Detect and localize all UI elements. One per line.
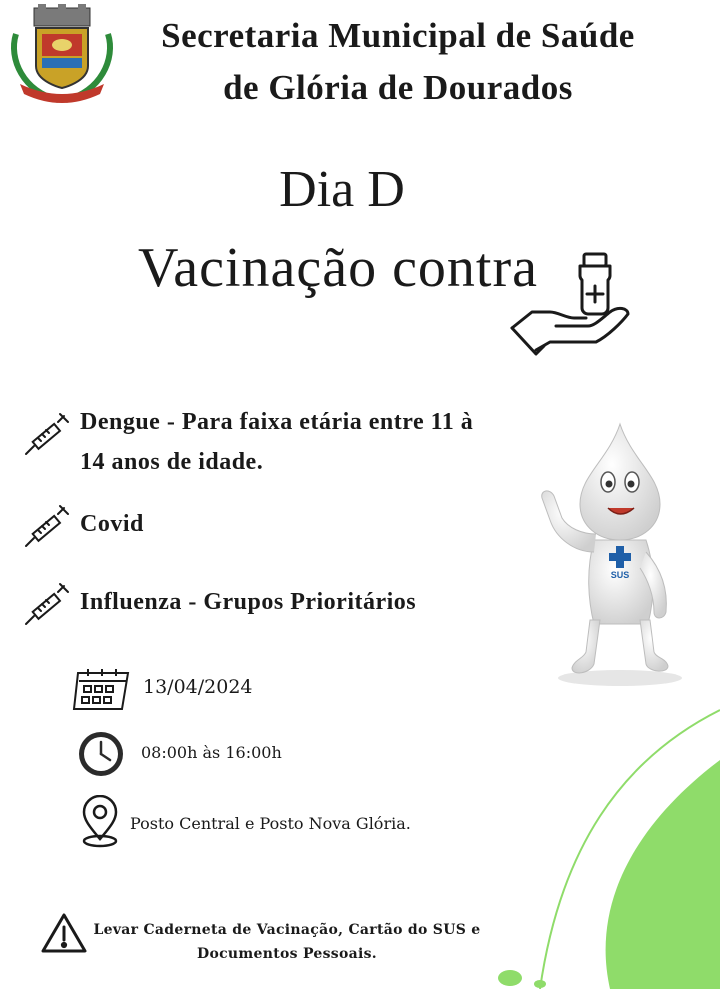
event-location: Posto Central e Posto Nova Glória.: [130, 814, 411, 833]
header-title-line1: Secretaria Municipal de Saúde: [161, 16, 635, 55]
clock-icon: [78, 731, 124, 777]
vaccine-item-influenza-label: Influenza - Grupos Prioritários: [80, 589, 417, 615]
campaign-subtitle: Vacinação contra: [138, 237, 538, 299]
calendar-icon: [72, 667, 130, 711]
header-title-line2: de Glória de Dourados: [223, 68, 573, 107]
mascot-sus-badge: SUS: [610, 570, 630, 580]
green-wave-decoration: [470, 700, 720, 989]
vaccine-item-dengue-line2: 14 anos de idade.: [80, 449, 264, 475]
vaccine-item-dengue-line1: Dengue - Para faixa etária entre 11 à: [80, 409, 474, 435]
syringe-icon: [24, 412, 72, 456]
event-date: 13/04/2024: [143, 676, 253, 698]
vaccine-item-covid-label: Covid: [80, 511, 144, 537]
notice-line2: Documentos Pessoais.: [197, 946, 377, 962]
campaign-title: Dia D: [279, 161, 405, 218]
municipal-crest-logo: [6, 4, 118, 108]
mascot-drop-illustration: [528, 420, 688, 688]
syringe-icon: [24, 582, 72, 626]
location-pin-icon: [78, 795, 122, 849]
vaccine-hand-icon: [510, 250, 634, 358]
event-time: 08:00h às 16:00h: [141, 743, 282, 762]
syringe-icon: [24, 504, 72, 548]
notice-line1: Levar Caderneta de Vacinação, Cartão do SUS e: [93, 922, 481, 938]
warning-icon: [40, 912, 88, 954]
